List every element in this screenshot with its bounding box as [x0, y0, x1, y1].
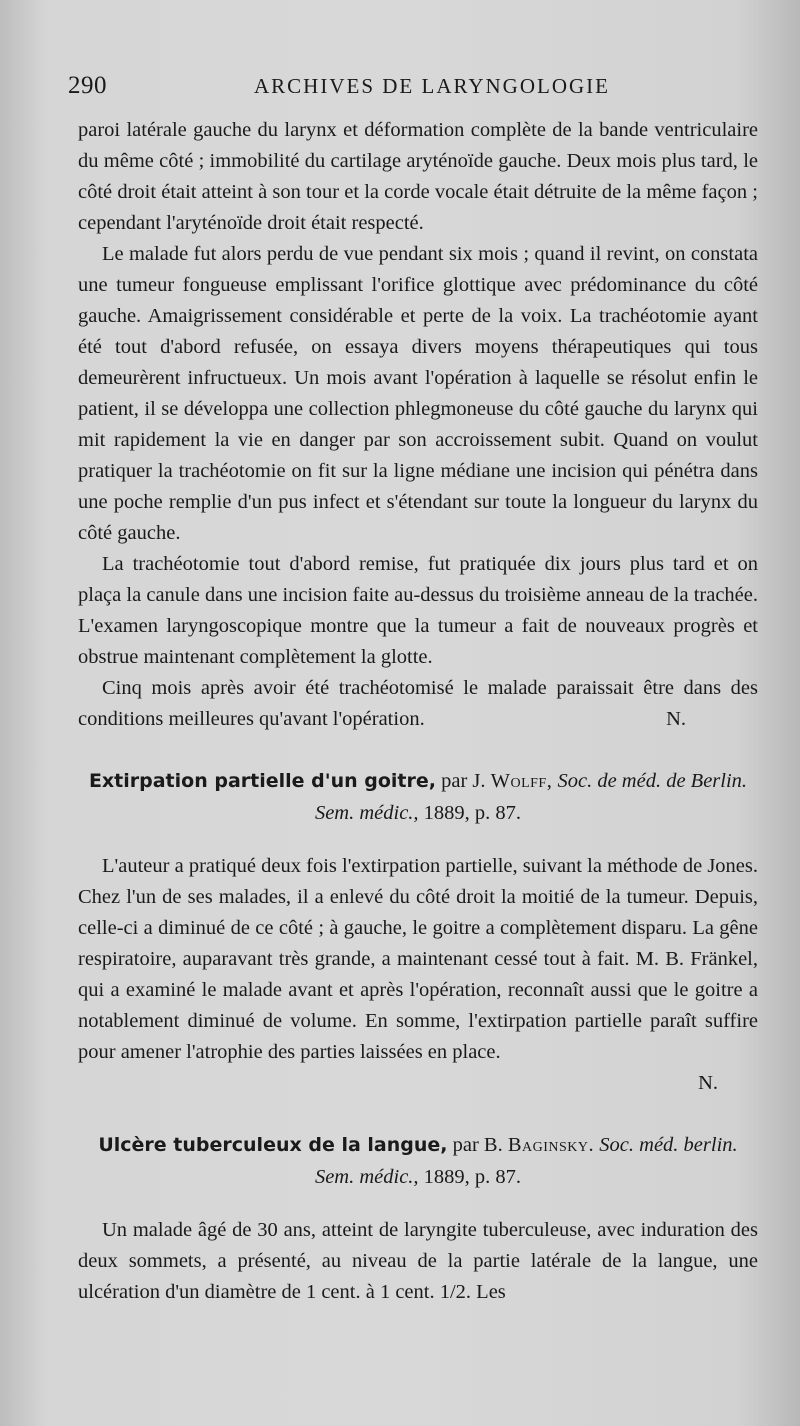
- paragraph-continued: paroi latérale gauche du larynx et déformation complète de la bande ventriculaire du même côté ; immobilité du cartilage aryténoïde gauche. Deux mois plus tard, le côté droit était atteint à son tour et la corde vocale était détruite de la même façon ; cependant l'aryténoïde droit était respecté.: [78, 119, 758, 234]
- article-author: Wolff,: [490, 770, 553, 792]
- article-title: Extirpation partielle d'un goitre,: [88, 770, 436, 792]
- paragraph: Cinq mois après avoir été trachéotomisé le malade paraissait être dans des conditions meilleures qu'avant l'opération.: [78, 677, 758, 730]
- signature: N.: [666, 708, 686, 730]
- running-title: ARCHIVES DE LARYNGOLOGIE: [254, 74, 610, 98]
- page-header: [68, 72, 760, 102]
- article-reference: 1889, p. 87.: [423, 802, 522, 824]
- paragraph: L'auteur a pratiqué deux fois l'extirpation partielle, suivant la méthode de Jones. Chez l'un de ses malades, il a enlevé du côté droit la moitié de la tumeur. Depuis, celle-ci a diminué de ce côté ; à gauche, le goitre a complètement disparu. La gêne respiratoire, auparavant très grande, a maintenant cessé tout à fait. M. B. Fränkel, qui a examiné le malade avant et après l'opération, reconnaît aussi que le goitre a notablement diminué de volume. En somme, l'extirpation partielle paraît suffire pour amener l'atrophie des parties laissées en place.: [78, 855, 758, 1063]
- article-heading: [78, 765, 758, 829]
- article-reference: 1889, p. 87.: [423, 1166, 522, 1188]
- paragraph: Un malade âgé de 30 ans, atteint de laryngite tuberculeuse, avec induration des deux sommets, a présenté, au niveau de la partie latérale de la langue, une ulcération d'un diamètre de 1 cent. à 1 cent. 1/2. Les: [78, 1219, 758, 1303]
- article-heading: [78, 1129, 758, 1193]
- signature: N.: [698, 1072, 718, 1094]
- article-by: par J.: [441, 770, 486, 792]
- article-source: Soc. de méd. de Berlin. Sem. médic.,: [314, 770, 748, 824]
- paragraph: Le malade fut alors perdu de vue pendant six mois ; quand il revint, on constata une tumeur fongueuse emplissant l'orifice glottique avec prédominance du côté gauche. Amaigrissement considérable et perte de la voix. La trachéotomie ayant été tout d'abord refusée, on essaya divers moyens thérapeutiques qui tous demeurèrent infructueux. Un mois avant l'opération à laquelle se résolut enfin le patient, il se développa une collection phlegmoneuse du côté gauche du larynx qui mit rapidement la vie en danger par son accroissement subit. Quand on voulut pratiquer la trachéotomie on fit sur la ligne médiane une incision qui pénétra dans une poche remplie d'un pus infect et s'étendant sur toute la longueur du larynx du côté gauche.: [78, 243, 758, 544]
- page-content: [78, 115, 758, 1308]
- paragraph: La trachéotomie tout d'abord remise, fut pratiquée dix jours plus tard et on plaça la canule dans une incision faite au-dessus du troisième anneau de la trachée. L'examen laryngoscopique montre que la tumeur a fait de nouveaux progrès et obstrue maintenant complètement la glotte.: [78, 553, 758, 668]
- page-number: 290: [68, 72, 107, 99]
- article-author: Baginsky.: [507, 1134, 595, 1156]
- article-by: par B.: [452, 1134, 503, 1156]
- article-title: Ulcère tuberculeux de la langue,: [98, 1134, 448, 1156]
- article-source: Soc. méd. berlin. Sem. médic.,: [314, 1134, 738, 1188]
